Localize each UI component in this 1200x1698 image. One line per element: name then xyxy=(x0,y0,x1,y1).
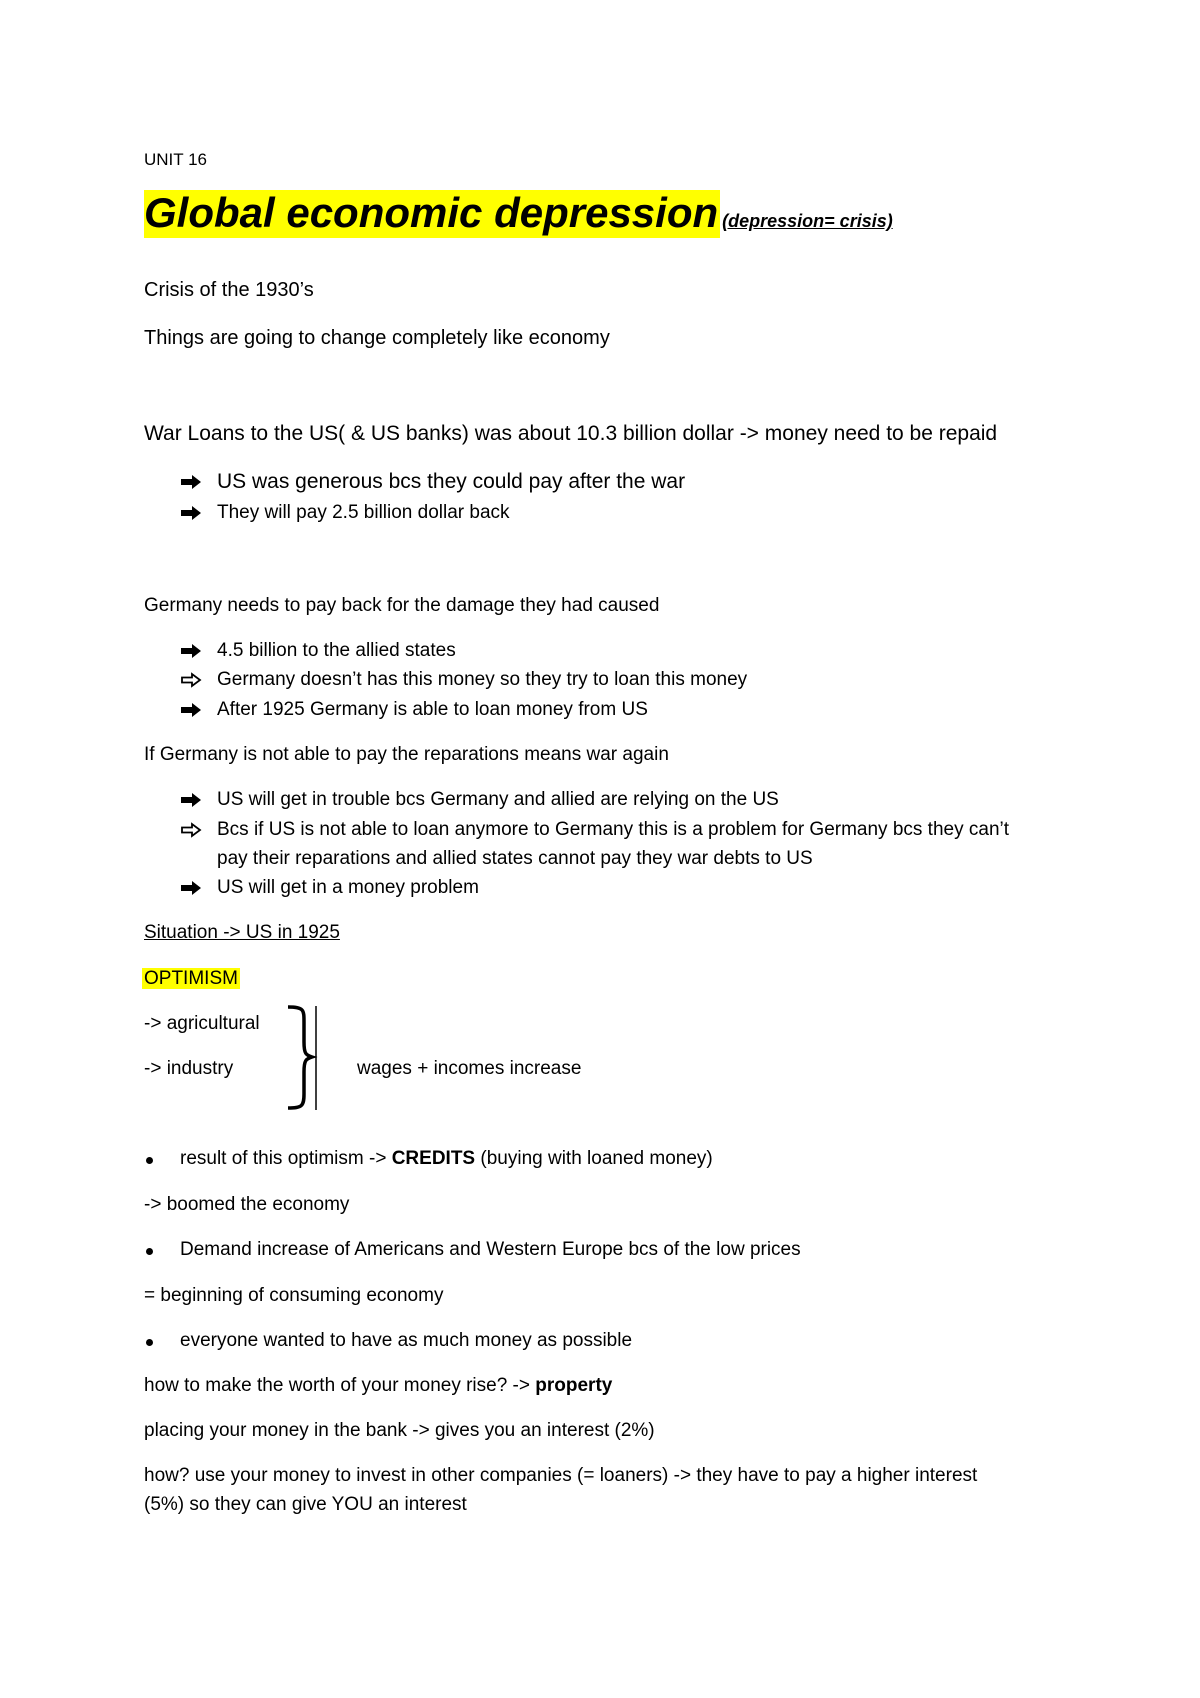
change-line: Things are going to change completely like economy xyxy=(144,327,610,349)
optimism-highlight: OPTIMISM xyxy=(144,968,238,989)
outline-arrow-icon xyxy=(180,672,202,688)
boomed-line: -> boomed the economy xyxy=(144,1194,350,1215)
outline-arrow-icon xyxy=(180,822,202,838)
credits-pre: result of this optimism -> xyxy=(180,1148,392,1169)
arrow-icon xyxy=(180,643,202,659)
unit-label: UNIT 16 xyxy=(144,150,207,169)
invest-line-continuation: (5%) so they can give YOU an interest xyxy=(144,1494,467,1515)
situation-heading: Situation -> US in 1925 xyxy=(144,922,340,943)
list-item: Germany doesn’t has this money so they try to loan this money xyxy=(217,669,748,690)
list-item: US will get in a money problem xyxy=(217,877,479,898)
list-item-continuation: pay their reparations and allied states cannot pay they war debts to US xyxy=(217,848,813,869)
reparations-text: If Germany is not able to pay the reparations means war again xyxy=(144,744,669,765)
property-pre: how to make the worth of your money rise? -> xyxy=(144,1375,536,1396)
arrow-icon xyxy=(180,474,202,490)
wages-text: wages + incomes increase xyxy=(357,1058,582,1079)
everyone-item: everyone wanted to have as much money as possible xyxy=(180,1330,633,1351)
property-bold: property xyxy=(535,1375,613,1396)
list-item: US will get in trouble bcs Germany and allied are relying on the US xyxy=(217,789,779,810)
credits-item xyxy=(180,1148,713,1170)
germany-text: Germany needs to pay back for the damage they had caused xyxy=(144,595,660,616)
title-block xyxy=(144,190,893,238)
title-note: (depression= crisis) xyxy=(722,211,893,231)
crisis-line: Crisis of the 1930’s xyxy=(144,279,314,301)
bank-line: placing your money in the bank -> gives you an interest (2%) xyxy=(144,1420,655,1441)
demand-item: Demand increase of Americans and Western Europe bcs of the low prices xyxy=(180,1239,801,1260)
curly-brace-icon xyxy=(282,1002,318,1112)
invest-line: how? use your money to invest in other companies (= loaners) -> they have to pay a higher interest xyxy=(144,1465,978,1486)
bullet-dot xyxy=(146,1248,153,1255)
property-line xyxy=(144,1375,612,1397)
arrow-icon xyxy=(180,880,202,896)
consuming-line: = beginning of consuming economy xyxy=(144,1285,444,1306)
list-item: US was generous bcs they could pay after the war xyxy=(217,470,686,493)
page-title: Global economic depression xyxy=(144,190,720,238)
list-item: 4.5 billion to the allied states xyxy=(217,640,456,661)
arrow-icon xyxy=(180,505,202,521)
war-loans-text: War Loans to the US( & US banks) was about 10.3 billion dollar -> money need to be repaid xyxy=(144,422,998,445)
bullet-dot xyxy=(146,1339,153,1346)
credits-post: (buying with loaned money) xyxy=(475,1148,713,1169)
optimism-label xyxy=(142,968,240,990)
sector-industry: -> industry xyxy=(144,1058,234,1079)
list-item: After 1925 Germany is able to loan money from US xyxy=(217,699,648,720)
arrow-icon xyxy=(180,702,202,718)
credits-bold: CREDITS xyxy=(391,1148,476,1169)
arrow-icon xyxy=(180,792,202,808)
sector-agricultural: -> agricultural xyxy=(144,1013,260,1034)
bullet-dot xyxy=(146,1157,153,1164)
list-item: Bcs if US is not able to loan anymore to Germany this is a problem for Germany bcs they can’t xyxy=(217,819,1010,840)
list-item: They will pay 2.5 billion dollar back xyxy=(217,502,510,523)
